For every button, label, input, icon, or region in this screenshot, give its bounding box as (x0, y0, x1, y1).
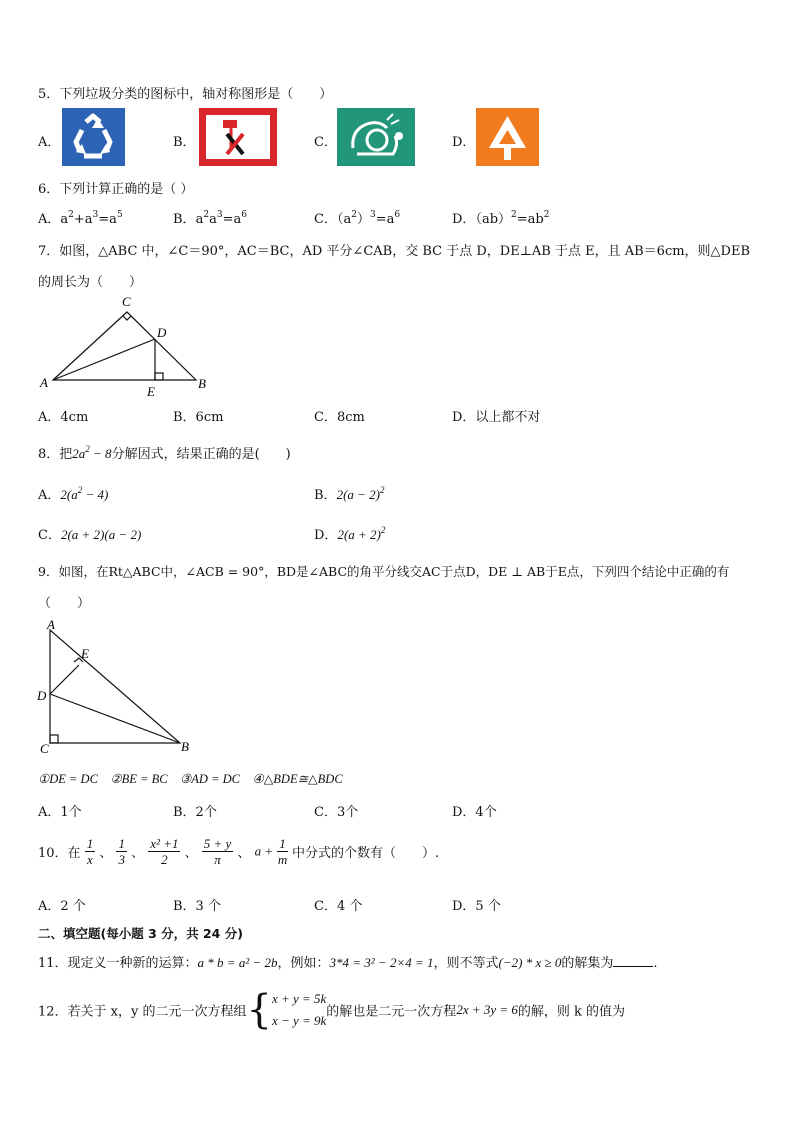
q7-label-d: D (157, 325, 167, 340)
q10-option-a[interactable]: A．2 个 (38, 899, 86, 914)
q6-option-c[interactable]: C．$(a^2)^3=a^6$ (314, 210, 401, 227)
q12-stem: 12．若关于 x，y 的二元一次方程组{ x + y = 5k x − y = 9k 的解也是二元一次方程2x + 3y = 6的解，则 k 的值为 (38, 987, 626, 1033)
q9-triangle-figure (36, 620, 196, 756)
q8-stem: 8．把$2a^2 - 8$分解因式，结果正确的是( ) (38, 444, 291, 462)
section-heading: 二、填空题(每小题 3 分，共 24 分) (38, 926, 243, 941)
q10-fraction-3: $\frac{\text{x² +1}}{2}$ (150, 836, 179, 867)
q11-stem: 11．现定义一种新的运算：a * b = a² − 2b，例如：3*4 = 3² − 2×4 = 1，则不等式(−2) * x ≥ 0的解集为 . (38, 955, 658, 971)
q7-stem-line2: 的周长为（ ） (38, 275, 143, 290)
q10-fraction-1: $\frac{1}{x}$ (86, 836, 94, 867)
q6-option-b[interactable]: B．$a^2a^3=a^6$ (173, 210, 247, 227)
q9-option-b[interactable]: B．2个 (173, 805, 217, 820)
q7-label-b: B (198, 376, 206, 391)
q5-option-d-label: D． (452, 135, 476, 150)
q9-label-c: C (40, 741, 49, 756)
q7-option-c[interactable]: C．8cm (314, 410, 365, 425)
q10-stem: 10．在 $\frac{1}{x}$ 、 $\frac{1}{3}$ 、 $\frac{\text{x² +1}}{2}$ 、 $\frac{5 + y}{\pi}$ 、 a + $\frac{1}{m}$ 中分式的个数有（ ）. (38, 836, 440, 867)
q7-stem-line1: 7．如图，△ABC 中，∠C＝90°，AC＝BC，AD 平分∠CAB，交 BC 于点 D，DE⊥AB 于点 E，且 AB＝6cm，则△DEB (38, 244, 751, 259)
q10-option-c[interactable]: C．4 个 (314, 899, 363, 914)
q9-conclusions: ①DE = DC ②BE = BC ③AD = DC ④△BDE≅△BDC (38, 772, 343, 786)
q8-option-a[interactable]: A．$2(a^2 - 4)$ (38, 485, 109, 503)
q9-label-d: D (37, 688, 47, 703)
q7-label-c: C (122, 294, 131, 309)
q7-label-e: E (147, 384, 155, 399)
q5-option-c-label: C． (314, 135, 337, 150)
q6-stem: 6．下列计算正确的是（ ） (38, 182, 194, 197)
q9-label-a: A (47, 620, 55, 632)
q9-option-d[interactable]: D．4个 (452, 805, 497, 820)
kitchen-waste-icon[interactable] (337, 108, 415, 166)
q7-option-b[interactable]: B．6cm (173, 410, 224, 425)
q9-option-a[interactable]: A．1个 (38, 805, 82, 820)
q9-label-e: E (81, 646, 89, 661)
q9-stem-line1: 9．如图，在Rt△ABC中，∠ACB = 90°，BD是∠ABC的角平分线交AC于点D，DE ⊥ AB于E点，下列四个结论中正确的有 (38, 564, 730, 579)
q8-option-c[interactable]: C．2(a + 2)(a − 2) (38, 527, 142, 543)
q10-fraction-5: $\frac{1}{m}$ (277, 836, 288, 867)
q10-option-d[interactable]: D．5 个 (452, 899, 501, 914)
q10-option-b[interactable]: B．3 个 (173, 899, 221, 914)
q5-stem: 5．下列垃圾分类的图标中，轴对称图形是（ ） (38, 87, 333, 102)
q7-label-a: A (40, 375, 48, 390)
q9-label-b: B (181, 739, 189, 754)
other-waste-icon[interactable] (476, 108, 539, 166)
q5-option-a-label: A． (38, 135, 61, 150)
q11-answer-blank[interactable] (613, 954, 653, 967)
q10-fraction-4: $\frac{5 + y}{\pi}$ (203, 836, 232, 867)
q8-option-d[interactable]: D．$2(a + 2)^2$ (314, 525, 386, 543)
q7-option-a[interactable]: A．4cm (38, 410, 89, 425)
q5-option-b-label: B． (173, 135, 196, 150)
q9-stem-line2: （ ） (38, 596, 91, 611)
q9-option-c[interactable]: C．3个 (314, 805, 359, 820)
q6-option-a[interactable]: A．$a^2+a^3=a^5$ (38, 210, 123, 227)
q10-fraction-2: $\frac{1}{3}$ (118, 836, 125, 867)
q6-option-d[interactable]: D．$(ab)^2=ab^2$ (452, 210, 550, 227)
q8-option-b[interactable]: B．$2(a - 2)^2$ (314, 485, 385, 503)
recycle-icon[interactable] (62, 108, 125, 166)
q7-triangle-figure (38, 292, 218, 400)
q7-option-d[interactable]: D．以上都不对 (452, 410, 541, 425)
hazardous-waste-icon[interactable] (199, 108, 277, 166)
